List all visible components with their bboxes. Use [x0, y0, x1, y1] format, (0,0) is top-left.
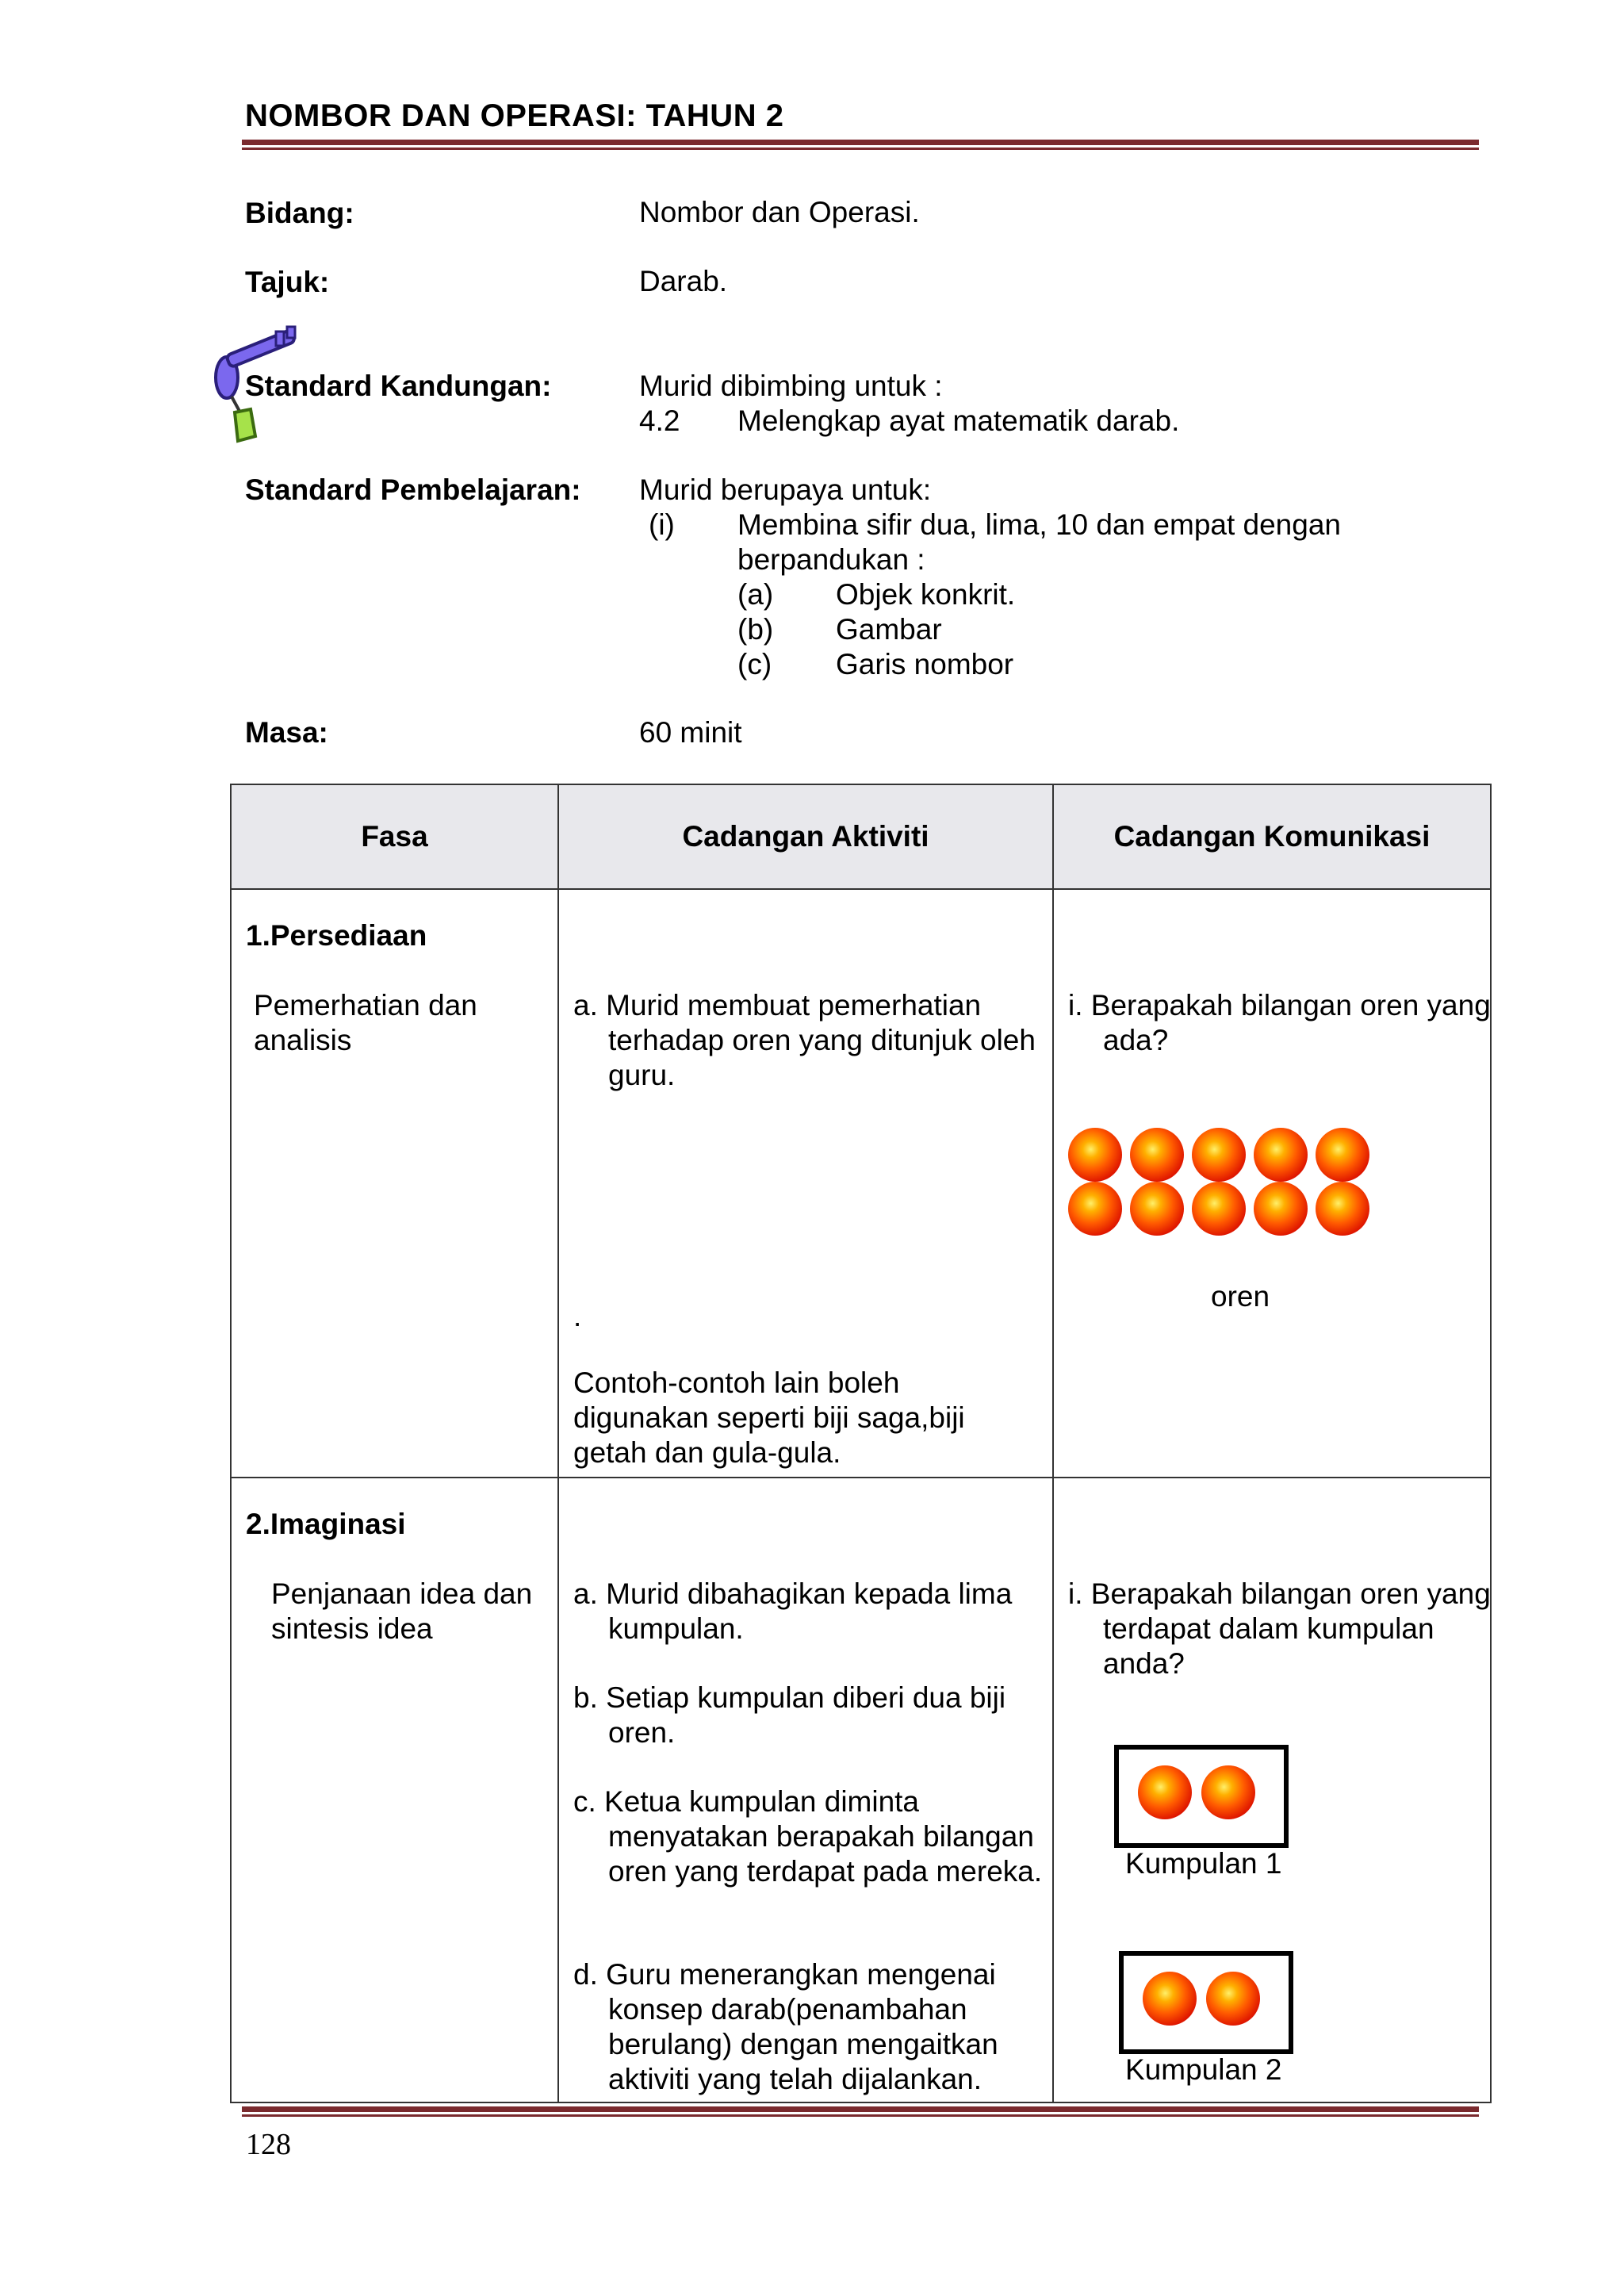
communication-cell — [1053, 1478, 1491, 2102]
bidang-value: Nombor dan Operasi. — [639, 196, 920, 228]
orange-icon — [1143, 1972, 1197, 2026]
phase-description-line: Pemerhatian dan — [254, 989, 477, 1022]
orange-icon — [1192, 1128, 1246, 1182]
activity-item: c. Ketua kumpulan diminta menyatakan berapakah bilangan oren yang terdapat pada mereka. — [573, 1785, 1043, 1888]
orange-icon — [1254, 1182, 1308, 1236]
header-cadangan-komunikasi: Cadangan Komunikasi — [1053, 784, 1491, 889]
activity-item: d. Guru menerangkan mengenai konsep darab(penambahan berulang) dengan mengaitkan aktiviti yang telah dijalankan. — [573, 1958, 998, 2095]
masa-value: 60 minit — [639, 716, 742, 749]
bidang-label: Bidang: — [245, 197, 354, 229]
header-cadangan-aktiviti: Cadangan Aktiviti — [558, 784, 1053, 889]
header-rule — [242, 140, 1479, 150]
sub-item — [639, 612, 1341, 647]
group-box — [1114, 1745, 1289, 1848]
standard-kandungan-value — [639, 369, 1179, 439]
activity-item: a. Murid membuat pemerhatian terhadap oren yang ditunjuk oleh guru. — [573, 989, 1036, 1091]
orange-icon — [1316, 1182, 1369, 1236]
orange-caption: oren — [1211, 1280, 1270, 1313]
standard-pembelajaran-item — [639, 508, 1341, 542]
sub-item-text: Garis nombor — [836, 648, 1014, 680]
activity-item: b. Setiap kumpulan diberi dua biji oren. — [573, 1681, 1006, 1749]
orange-icon — [1254, 1128, 1308, 1182]
table-row — [231, 889, 1491, 1478]
orange-icon — [1192, 1182, 1246, 1236]
phase-cell — [231, 889, 558, 1478]
orange-icon — [1201, 1765, 1255, 1819]
phase-description — [271, 1577, 532, 1646]
group-box — [1119, 1951, 1293, 2054]
activity-cell — [558, 1478, 1053, 2102]
standard-kandungan-intro: Murid dibimbing untuk : — [639, 370, 943, 402]
page-title: NOMBOR DAN OPERASI: TAHUN 2 — [245, 98, 784, 133]
phase-description — [254, 988, 477, 1058]
standard-kandungan-item — [639, 404, 1179, 439]
page-number: 128 — [246, 2128, 291, 2161]
lesson-table — [230, 784, 1492, 2103]
activity-dot: . — [573, 1300, 582, 1332]
phase-description-line: Penjanaan idea dan — [271, 1577, 533, 1610]
header-fasa: Fasa — [231, 784, 558, 889]
orange-grid — [1068, 1128, 1385, 1247]
item-text-line1: Membina sifir dua, lima, 10 dan empat dengan — [737, 508, 1341, 541]
standard-kandungan-label: Standard Kandungan: — [245, 370, 552, 402]
table-header-row — [231, 784, 1491, 889]
phase-title: 2.Imaginasi — [246, 1508, 406, 1540]
sub-item-text: Objek konkrit. — [836, 578, 1016, 611]
communication-item: i. Berapakah bilangan oren yang ada? — [1068, 989, 1491, 1056]
sub-item — [639, 647, 1341, 682]
communication-item: i. Berapakah bilangan oren yang terdapat dalam kumpulan anda? — [1068, 1577, 1491, 1680]
orange-icon — [1130, 1128, 1184, 1182]
tajuk-label: Tajuk: — [245, 266, 330, 298]
orange-icon — [1130, 1182, 1184, 1236]
tajuk-value: Darab. — [639, 265, 728, 297]
sub-item-letter: (c) — [737, 648, 772, 680]
phase-title: 1.Persediaan — [246, 919, 427, 952]
orange-icon — [1068, 1182, 1122, 1236]
item-text-line2: berpandukan : — [737, 543, 925, 576]
orange-icon — [1068, 1128, 1122, 1182]
item-text: Melengkap ayat matematik darab. — [737, 404, 1180, 437]
phase-description-line: sintesis idea — [271, 1612, 433, 1645]
group-label: Kumpulan 2 — [1125, 2053, 1282, 2086]
standard-pembelajaran-intro: Murid berupaya untuk: — [639, 473, 932, 506]
item-number: (i) — [649, 508, 675, 541]
phase-description-line: analisis — [254, 1024, 352, 1056]
sub-item-text: Gambar — [836, 613, 942, 646]
group-label: Kumpulan 1 — [1125, 1847, 1282, 1880]
orange-icon — [1206, 1972, 1260, 2026]
activity-note: Contoh-contoh lain boleh digunakan seperti biji saga,biji getah dan gula-gula. — [573, 1366, 965, 1469]
orange-icon — [1316, 1128, 1369, 1182]
phase-cell — [231, 1478, 558, 2102]
footer-rule — [242, 2106, 1479, 2117]
sub-item — [639, 577, 1341, 612]
activity-cell — [558, 889, 1053, 1478]
communication-cell — [1053, 889, 1491, 1478]
orange-icon — [1138, 1765, 1192, 1819]
table-row — [231, 1478, 1491, 2102]
sub-item-letter: (a) — [737, 578, 774, 611]
item-number: 4.2 — [639, 404, 680, 437]
standard-pembelajaran-label: Standard Pembelajaran: — [245, 473, 581, 506]
activity-item: a. Murid dibahagikan kepada lima kumpulan. — [573, 1577, 1013, 1645]
sub-item-letter: (b) — [737, 613, 774, 646]
masa-label: Masa: — [245, 716, 328, 749]
standard-pembelajaran-value — [639, 473, 1341, 682]
